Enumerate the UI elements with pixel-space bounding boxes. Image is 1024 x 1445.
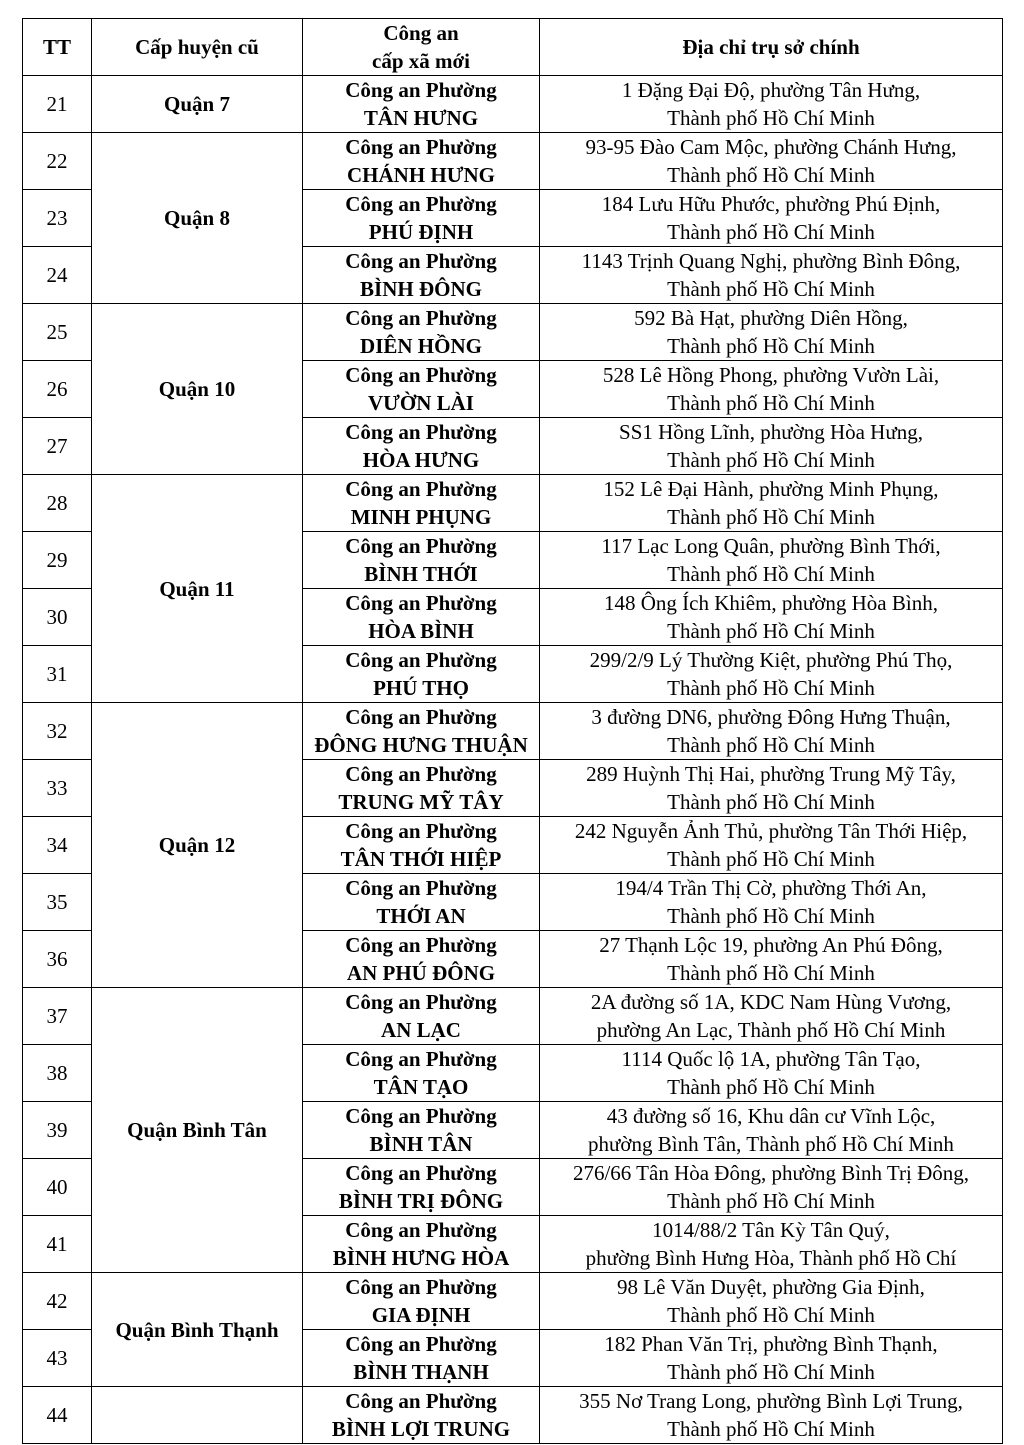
- header-district: Cấp huyện cũ: [92, 19, 303, 76]
- district-cell: Quận 7: [92, 76, 303, 133]
- district-cell: Quận 12: [92, 703, 303, 988]
- address-cell: [540, 703, 1003, 760]
- row-number: 37: [23, 988, 92, 1045]
- ward-prefix: Công an Phường: [345, 591, 497, 615]
- row-number: 42: [23, 1273, 92, 1330]
- ward-name: DIÊN HỒNG: [360, 334, 482, 358]
- table-row: [23, 1273, 1003, 1330]
- ward-cell: [303, 133, 540, 190]
- address-line1: 98 Lê Văn Duyệt, phường Gia Định,: [617, 1275, 925, 1299]
- ward-name: PHÚ ĐỊNH: [368, 220, 474, 244]
- ward-cell: [303, 988, 540, 1045]
- district-cell: Quận Bình Thạnh: [92, 1273, 303, 1387]
- ward-name: HÒA BÌNH: [368, 619, 474, 643]
- ward-name: VƯỜN LÀI: [368, 391, 474, 415]
- address-line2: Thành phố Hồ Chí Minh: [667, 1360, 875, 1384]
- ward-prefix: Công an Phường: [345, 1218, 497, 1242]
- address-line2: Thành phố Hồ Chí Minh: [667, 733, 875, 757]
- address-cell: [540, 931, 1003, 988]
- ward-name: PHÚ THỌ: [373, 676, 469, 700]
- ward-name: TÂN THỚI HIỆP: [340, 847, 502, 871]
- ward-prefix: Công an Phường: [345, 819, 497, 843]
- ward-prefix: Công an Phường: [345, 933, 497, 957]
- ward-cell: [303, 1045, 540, 1102]
- ward-prefix: Công an Phường: [345, 534, 497, 558]
- address-cell: [540, 589, 1003, 646]
- ward-name: BÌNH TRỊ ĐÔNG: [338, 1189, 504, 1213]
- ward-cell: [303, 76, 540, 133]
- row-number: 40: [23, 1159, 92, 1216]
- address-line2: Thành phố Hồ Chí Minh: [667, 619, 875, 643]
- row-number: 26: [23, 361, 92, 418]
- address-line1: 148 Ông Ích Khiêm, phường Hòa Bình,: [604, 591, 938, 615]
- address-line1: 194/4 Trần Thị Cờ, phường Thới An,: [615, 876, 927, 900]
- district-cell: [92, 1387, 303, 1444]
- address-cell: [540, 475, 1003, 532]
- row-number: 28: [23, 475, 92, 532]
- row-number: 22: [23, 133, 92, 190]
- table-row: [23, 475, 1003, 532]
- address-line2: phường Bình Hưng Hòa, Thành phố Hồ Chí: [585, 1246, 957, 1270]
- address-line2: Thành phố Hồ Chí Minh: [667, 676, 875, 700]
- address-cell: [540, 1387, 1003, 1444]
- row-number: 41: [23, 1216, 92, 1273]
- address-line1: 2A đường số 1A, KDC Nam Hùng Vương,: [590, 990, 952, 1014]
- address-line1: 1114 Quốc lộ 1A, phường Tân Tạo,: [621, 1047, 921, 1071]
- ward-name: TÂN TẠO: [373, 1075, 469, 1099]
- police-ward-table: [22, 18, 1003, 1444]
- row-number: 38: [23, 1045, 92, 1102]
- ward-name: AN LẠC: [381, 1018, 461, 1042]
- address-line1: 1 Đặng Đại Độ, phường Tân Hưng,: [621, 78, 921, 102]
- address-line1: 276/66 Tân Hòa Đông, phường Bình Trị Đông,: [572, 1161, 970, 1185]
- table-row: [23, 76, 1003, 133]
- ward-cell: [303, 646, 540, 703]
- ward-name: BÌNH THẠNH: [353, 1360, 489, 1384]
- row-number: 29: [23, 532, 92, 589]
- row-number: 44: [23, 1387, 92, 1444]
- district-cell: Quận 10: [92, 304, 303, 475]
- row-number: 24: [23, 247, 92, 304]
- address-cell: [540, 988, 1003, 1045]
- table-row: [23, 133, 1003, 190]
- ward-prefix: Công an Phường: [345, 1161, 497, 1185]
- table-row: [23, 988, 1003, 1045]
- address-line1: 182 Phan Văn Trị, phường Bình Thạnh,: [604, 1332, 938, 1356]
- ward-cell: [303, 874, 540, 931]
- address-cell: [540, 817, 1003, 874]
- header-tt: TT: [23, 19, 92, 76]
- ward-cell: [303, 703, 540, 760]
- ward-name: BÌNH THỚI: [364, 562, 478, 586]
- header-address: Địa chỉ trụ sở chính: [540, 19, 1003, 76]
- row-number: 21: [23, 76, 92, 133]
- ward-prefix: Công an Phường: [345, 1104, 497, 1128]
- ward-prefix: Công an Phường: [345, 648, 497, 672]
- ward-cell: [303, 1273, 540, 1330]
- address-line1: 528 Lê Hồng Phong, phường Vườn Lài,: [602, 363, 940, 387]
- address-cell: [540, 1273, 1003, 1330]
- address-line2: Thành phố Hồ Chí Minh: [667, 1303, 875, 1327]
- table-header-row: [23, 19, 1003, 76]
- table-row: [23, 304, 1003, 361]
- address-cell: [540, 760, 1003, 817]
- ward-name: TRUNG MỸ TÂY: [338, 790, 504, 814]
- ward-prefix: Công an Phường: [345, 1275, 497, 1299]
- ward-cell: [303, 817, 540, 874]
- address-cell: [540, 76, 1003, 133]
- address-line2: Thành phố Hồ Chí Minh: [667, 277, 875, 301]
- address-cell: [540, 646, 1003, 703]
- address-line1: 3 đường DN6, phường Đông Hưng Thuận,: [591, 705, 951, 729]
- address-line2: Thành phố Hồ Chí Minh: [667, 448, 875, 472]
- address-line1: 592 Bà Hạt, phường Diên Hồng,: [634, 306, 908, 330]
- row-number: 23: [23, 190, 92, 247]
- address-cell: [540, 304, 1003, 361]
- address-cell: [540, 190, 1003, 247]
- address-line1: 1143 Trịnh Quang Nghị, phường Bình Đông,: [581, 249, 961, 273]
- ward-cell: [303, 1216, 540, 1273]
- address-cell: [540, 1216, 1003, 1273]
- table-row: [23, 703, 1003, 760]
- row-number: 34: [23, 817, 92, 874]
- address-cell: [540, 1045, 1003, 1102]
- ward-prefix: Công an Phường: [345, 477, 497, 501]
- header-ward-line1: Công an: [383, 21, 459, 45]
- address-line2: Thành phố Hồ Chí Minh: [667, 106, 875, 130]
- address-line2: Thành phố Hồ Chí Minh: [667, 220, 875, 244]
- ward-prefix: Công an Phường: [345, 705, 497, 729]
- ward-cell: [303, 1387, 540, 1444]
- ward-name: BÌNH ĐÔNG: [360, 277, 482, 301]
- district-cell: Quận Bình Tân: [92, 988, 303, 1273]
- ward-prefix: Công an Phường: [345, 1332, 497, 1356]
- district-cell: Quận 8: [92, 133, 303, 304]
- address-line1: 27 Thạnh Lộc 19, phường An Phú Đông,: [599, 933, 943, 957]
- address-line1: 289 Huỳnh Thị Hai, phường Trung Mỹ Tây,: [586, 762, 956, 786]
- ward-cell: [303, 247, 540, 304]
- address-line1: 299/2/9 Lý Thường Kiệt, phường Phú Thọ,: [589, 648, 953, 672]
- address-cell: [540, 133, 1003, 190]
- address-line2: Thành phố Hồ Chí Minh: [667, 1417, 875, 1441]
- ward-cell: [303, 1159, 540, 1216]
- ward-name: MINH PHỤNG: [350, 505, 492, 529]
- address-line2: Thành phố Hồ Chí Minh: [667, 961, 875, 985]
- ward-prefix: Công an Phường: [345, 762, 497, 786]
- ward-cell: [303, 190, 540, 247]
- address-line1: 184 Lưu Hữu Phước, phường Phú Định,: [601, 192, 941, 216]
- district-cell: Quận 11: [92, 475, 303, 703]
- address-line1: SS1 Hồng Lĩnh, phường Hòa Hưng,: [619, 420, 923, 444]
- ward-name: HÒA HƯNG: [362, 448, 480, 472]
- ward-cell: [303, 1102, 540, 1159]
- ward-prefix: Công an Phường: [345, 1389, 497, 1413]
- ward-name: ĐÔNG HƯNG THUẬN: [314, 733, 528, 757]
- ward-cell: [303, 589, 540, 646]
- ward-name: TÂN HƯNG: [363, 106, 479, 130]
- address-cell: [540, 532, 1003, 589]
- address-line1: 43 đường số 16, Khu dân cư Vĩnh Lộc,: [606, 1104, 936, 1128]
- address-cell: [540, 418, 1003, 475]
- row-number: 31: [23, 646, 92, 703]
- row-number: 36: [23, 931, 92, 988]
- address-line2: Thành phố Hồ Chí Minh: [667, 334, 875, 358]
- row-number: 33: [23, 760, 92, 817]
- address-line2: Thành phố Hồ Chí Minh: [667, 847, 875, 871]
- address-line2: Thành phố Hồ Chí Minh: [667, 1075, 875, 1099]
- header-ward: [303, 19, 540, 76]
- address-line2: Thành phố Hồ Chí Minh: [667, 904, 875, 928]
- ward-prefix: Công an Phường: [345, 363, 497, 387]
- ward-cell: [303, 760, 540, 817]
- address-cell: [540, 361, 1003, 418]
- row-number: 27: [23, 418, 92, 475]
- address-line1: 355 Nơ Trang Long, phường Bình Lợi Trung,: [579, 1389, 963, 1413]
- ward-prefix: Công an Phường: [345, 135, 497, 159]
- row-number: 32: [23, 703, 92, 760]
- address-cell: [540, 1159, 1003, 1216]
- ward-prefix: Công an Phường: [345, 78, 497, 102]
- address-cell: [540, 1102, 1003, 1159]
- ward-prefix: Công an Phường: [345, 306, 497, 330]
- address-line2: phường An Lạc, Thành phố Hồ Chí Minh: [596, 1018, 946, 1042]
- address-line2: Thành phố Hồ Chí Minh: [667, 505, 875, 529]
- row-number: 35: [23, 874, 92, 931]
- ward-cell: [303, 418, 540, 475]
- ward-name: AN PHÚ ĐÔNG: [346, 961, 496, 985]
- ward-prefix: Công an Phường: [345, 249, 497, 273]
- ward-name: BÌNH TÂN: [369, 1132, 473, 1156]
- ward-name: CHÁNH HƯNG: [347, 163, 495, 187]
- ward-cell: [303, 532, 540, 589]
- address-line2: Thành phố Hồ Chí Minh: [667, 163, 875, 187]
- row-number: 39: [23, 1102, 92, 1159]
- ward-cell: [303, 475, 540, 532]
- ward-prefix: Công an Phường: [345, 192, 497, 216]
- row-number: 25: [23, 304, 92, 361]
- ward-cell: [303, 931, 540, 988]
- address-line1: 117 Lạc Long Quân, phường Bình Thới,: [601, 534, 941, 558]
- ward-cell: [303, 1330, 540, 1387]
- ward-prefix: Công an Phường: [345, 990, 497, 1014]
- ward-name: BÌNH HƯNG HÒA: [332, 1246, 510, 1270]
- address-line1: 1014/88/2 Tân Kỳ Tân Quý,: [652, 1218, 890, 1242]
- address-line1: 93-95 Đào Cam Mộc, phường Chánh Hưng,: [585, 135, 957, 159]
- address-line1: 242 Nguyễn Ảnh Thủ, phường Tân Thới Hiệp,: [574, 819, 968, 843]
- ward-name: THỚI AN: [376, 904, 466, 928]
- ward-prefix: Công an Phường: [345, 876, 497, 900]
- address-line2: Thành phố Hồ Chí Minh: [667, 391, 875, 415]
- address-cell: [540, 874, 1003, 931]
- address-line2: Thành phố Hồ Chí Minh: [667, 562, 875, 586]
- row-number: 30: [23, 589, 92, 646]
- address-line2: phường Bình Tân, Thành phố Hồ Chí Minh: [588, 1132, 954, 1156]
- table-row: [23, 1387, 1003, 1444]
- address-cell: [540, 1330, 1003, 1387]
- ward-name: BÌNH LỢI TRUNG: [331, 1417, 511, 1441]
- ward-name: GIA ĐỊNH: [371, 1303, 471, 1327]
- ward-cell: [303, 304, 540, 361]
- header-ward-line2: cấp xã mới: [372, 49, 470, 73]
- ward-prefix: Công an Phường: [345, 1047, 497, 1071]
- address-line1: 152 Lê Đại Hành, phường Minh Phụng,: [603, 477, 939, 501]
- row-number: 43: [23, 1330, 92, 1387]
- table-body: [23, 76, 1003, 1444]
- address-cell: [540, 247, 1003, 304]
- ward-cell: [303, 361, 540, 418]
- address-line2: Thành phố Hồ Chí Minh: [667, 1189, 875, 1213]
- ward-prefix: Công an Phường: [345, 420, 497, 444]
- address-line2: Thành phố Hồ Chí Minh: [667, 790, 875, 814]
